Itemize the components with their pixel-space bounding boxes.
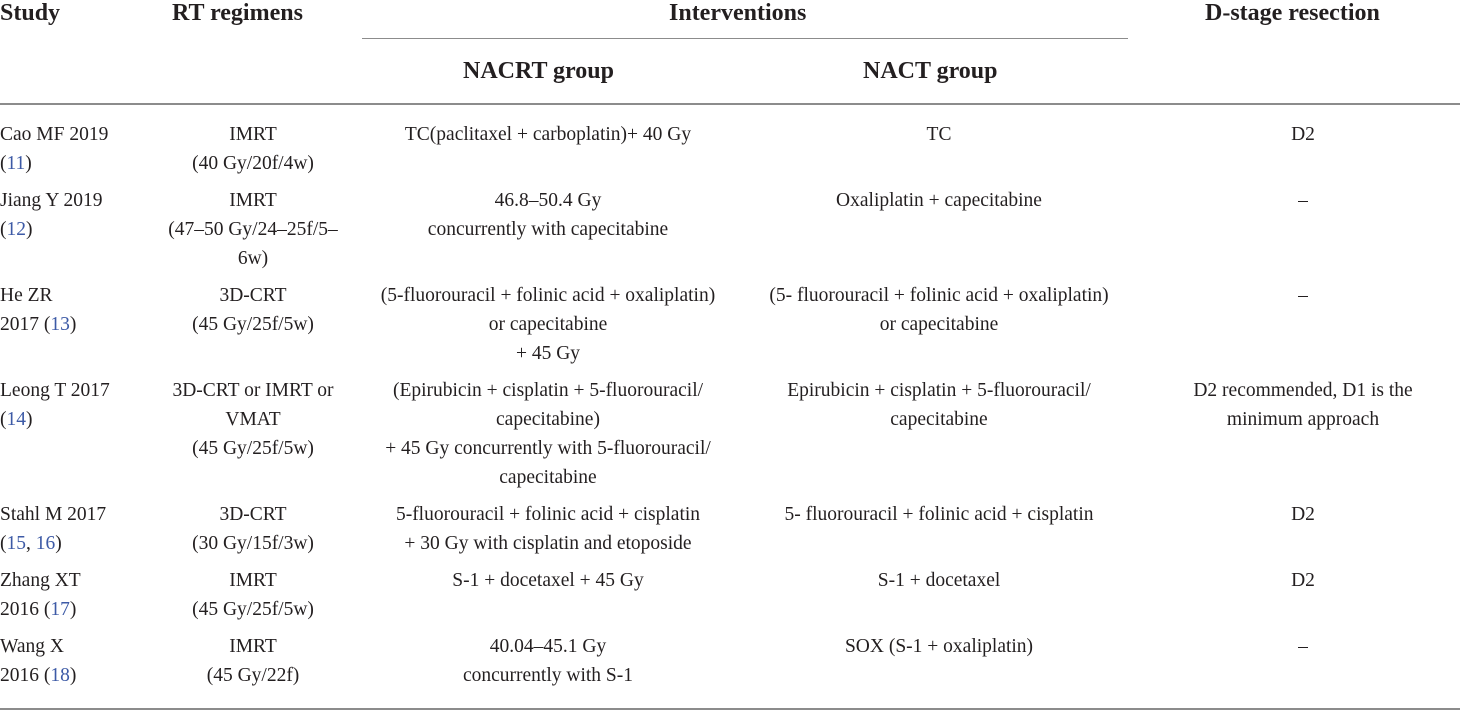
reference-link[interactable]: 11 bbox=[6, 153, 26, 174]
reference-link[interactable]: 14 bbox=[6, 409, 26, 430]
rt-regimen-cell-line: (47–50 Gy/24–25f/5– bbox=[168, 219, 338, 240]
rt-regimen-cell-line: 3D-CRT bbox=[219, 285, 287, 306]
header-nact-group: NACT group bbox=[863, 58, 998, 84]
d-stage-cell bbox=[1193, 376, 1412, 434]
study-line bbox=[0, 405, 110, 434]
nacrt-cell bbox=[428, 186, 668, 244]
d-stage-cell bbox=[1298, 281, 1308, 310]
study-line bbox=[0, 500, 106, 529]
d-stage-cell bbox=[1291, 566, 1315, 595]
study-line bbox=[0, 529, 106, 558]
nact-cell bbox=[927, 120, 952, 149]
header-interventions: Interventions bbox=[669, 0, 807, 26]
d-stage-cell bbox=[1298, 186, 1308, 215]
study-text: ( bbox=[0, 219, 7, 240]
nacrt-cell-line: TC(paclitaxel + carboplatin)+ 40 Gy bbox=[404, 124, 692, 145]
rt-regimen-cell bbox=[207, 632, 300, 690]
nacrt-cell-line: + 45 Gy concurrently with 5-fluorouracil/ bbox=[385, 438, 711, 459]
study-text: Cao MF 2019 bbox=[0, 124, 109, 145]
reference-link[interactable]: 12 bbox=[6, 219, 26, 240]
nact-cell-line: Epirubicin + cisplatin + 5-fluorouracil/ bbox=[787, 380, 1091, 401]
rt-regimen-cell-line: IMRT bbox=[229, 570, 277, 591]
study-text: 2016 ( bbox=[0, 599, 51, 620]
reference-link[interactable]: 18 bbox=[50, 665, 70, 686]
nacrt-cell bbox=[405, 120, 691, 149]
d-stage-cell-line: minimum approach bbox=[1226, 409, 1380, 430]
table-bottom-rule bbox=[0, 708, 1460, 710]
study-line bbox=[0, 120, 108, 149]
header-d-stage-resection: D-stage resection bbox=[1205, 0, 1380, 26]
d-stage-cell-line: – bbox=[1298, 285, 1308, 306]
rt-regimen-cell bbox=[192, 566, 314, 624]
nacrt-cell-line: 46.8–50.4 Gy bbox=[494, 190, 602, 211]
nacrt-cell-line: (5-fluorouracil + folinic acid + oxaliplatin) bbox=[380, 285, 716, 306]
nact-cell-line: (5- fluorouracil + folinic acid + oxaliplatin) bbox=[769, 285, 1109, 306]
study-text: ( bbox=[0, 153, 7, 174]
rt-regimen-cell bbox=[168, 186, 338, 273]
study-cell bbox=[0, 120, 108, 178]
study-text: 2017 ( bbox=[0, 314, 51, 335]
study-text: Zhang XT bbox=[0, 570, 81, 591]
reference-link[interactable]: 15 bbox=[6, 533, 26, 554]
nact-cell bbox=[769, 281, 1108, 339]
nact-cell bbox=[787, 376, 1091, 434]
nacrt-cell-line: concurrently with capecitabine bbox=[427, 219, 669, 240]
rt-regimen-cell bbox=[192, 281, 314, 339]
nact-cell-line: or capecitabine bbox=[879, 314, 999, 335]
d-stage-cell bbox=[1291, 120, 1315, 149]
nacrt-cell bbox=[452, 566, 644, 595]
study-line bbox=[0, 566, 81, 595]
study-text: ) bbox=[25, 153, 32, 174]
nact-cell bbox=[785, 500, 1094, 529]
study-cell bbox=[0, 186, 103, 244]
header-study: Study bbox=[0, 0, 61, 26]
nacrt-cell bbox=[396, 500, 700, 558]
nacrt-cell-line: + 30 Gy with cisplatin and etoposide bbox=[404, 533, 692, 554]
nact-cell-line: S-1 + docetaxel bbox=[877, 570, 1001, 591]
study-line bbox=[0, 632, 76, 661]
rt-regimen-cell-line: IMRT bbox=[229, 124, 277, 145]
rt-regimen-cell-line: (45 Gy/22f) bbox=[206, 665, 300, 686]
interventions-spanner-rule bbox=[362, 38, 1128, 39]
rt-regimen-cell-line: IMRT bbox=[229, 190, 277, 211]
study-text: He ZR bbox=[0, 285, 53, 306]
d-stage-cell-line: D2 recommended, D1 is the bbox=[1193, 380, 1413, 401]
nact-cell-line: SOX (S-1 + oxaliplatin) bbox=[844, 636, 1034, 657]
study-line bbox=[0, 595, 81, 624]
study-cell bbox=[0, 566, 81, 624]
nacrt-cell-line: + 45 Gy bbox=[515, 343, 581, 364]
d-stage-cell-line: D2 bbox=[1291, 124, 1315, 145]
reference-link[interactable]: 17 bbox=[50, 599, 70, 620]
nact-cell bbox=[878, 566, 1001, 595]
study-line bbox=[0, 310, 76, 339]
rt-regimen-cell-line: VMAT bbox=[225, 409, 281, 430]
nacrt-cell-line: capecitabine) bbox=[496, 409, 600, 430]
study-text: Wang X bbox=[0, 636, 64, 657]
d-stage-cell-line: D2 bbox=[1291, 504, 1315, 525]
study-line bbox=[0, 661, 76, 690]
study-text: ( bbox=[0, 409, 7, 430]
nacrt-cell-line: 5-fluorouracil + folinic acid + cisplatin bbox=[395, 504, 701, 525]
d-stage-cell-line: – bbox=[1298, 190, 1308, 211]
study-cell bbox=[0, 632, 76, 690]
rt-regimen-cell bbox=[192, 120, 314, 178]
rt-regimen-cell bbox=[192, 500, 314, 558]
header-nacrt-group: NACRT group bbox=[463, 58, 614, 84]
rt-regimen-cell-line: (45 Gy/25f/5w) bbox=[192, 438, 314, 459]
nacrt-cell-line: (Epirubicin + cisplatin + 5-fluorouracil/ bbox=[392, 380, 704, 401]
nacrt-cell bbox=[385, 376, 711, 492]
study-text: Stahl M 2017 bbox=[0, 504, 107, 525]
study-text: ( bbox=[0, 533, 7, 554]
nact-cell-line: TC bbox=[926, 124, 952, 145]
study-text: ) bbox=[69, 599, 77, 620]
nacrt-cell-line: or capecitabine bbox=[488, 314, 608, 335]
rt-regimen-cell bbox=[172, 376, 333, 463]
rt-regimen-cell-line: (45 Gy/25f/5w) bbox=[192, 599, 314, 620]
d-stage-cell-line: – bbox=[1298, 636, 1308, 657]
rt-regimen-cell-line: 6w) bbox=[237, 248, 269, 269]
d-stage-cell-line: D2 bbox=[1291, 570, 1315, 591]
study-cell bbox=[0, 500, 106, 558]
study-text: Jiang Y 2019 bbox=[0, 190, 103, 211]
nact-cell-line: 5- fluorouracil + folinic acid + cisplatin bbox=[784, 504, 1094, 525]
d-stage-cell bbox=[1291, 500, 1315, 529]
study-line bbox=[0, 376, 110, 405]
rt-regimen-cell-line: (40 Gy/20f/4w) bbox=[192, 153, 314, 174]
study-cell bbox=[0, 376, 110, 434]
study-text: ) bbox=[26, 409, 33, 430]
header-rt-regimens: RT regimens bbox=[172, 0, 303, 26]
study-text: 2016 ( bbox=[0, 665, 51, 686]
nacrt-cell-line: concurrently with S-1 bbox=[462, 665, 634, 686]
rt-regimen-cell-line: 3D-CRT bbox=[219, 504, 287, 525]
nacrt-cell bbox=[381, 281, 715, 368]
study-cell bbox=[0, 281, 76, 339]
rt-regimen-cell-line: IMRT bbox=[229, 636, 277, 657]
nact-cell bbox=[836, 186, 1042, 215]
study-text: ) bbox=[69, 665, 77, 686]
study-text: , bbox=[26, 533, 36, 554]
rt-regimen-cell-line: (30 Gy/15f/3w) bbox=[192, 533, 314, 554]
nacrt-cell-line: S-1 + docetaxel + 45 Gy bbox=[452, 570, 644, 591]
nacrt-cell-line: 40.04–45.1 Gy bbox=[489, 636, 607, 657]
nact-cell bbox=[845, 632, 1033, 661]
reference-link[interactable]: 16 bbox=[35, 533, 56, 554]
study-line bbox=[0, 186, 103, 215]
study-text: Leong T 2017 bbox=[0, 380, 110, 401]
study-text: ) bbox=[55, 533, 62, 554]
nacrt-cell bbox=[463, 632, 633, 690]
study-line bbox=[0, 149, 108, 178]
study-text: ) bbox=[26, 219, 33, 240]
nact-cell-line: capecitabine bbox=[890, 409, 988, 430]
reference-link[interactable]: 13 bbox=[50, 314, 70, 335]
rt-regimen-cell-line: (45 Gy/25f/5w) bbox=[192, 314, 314, 335]
study-line bbox=[0, 215, 103, 244]
study-text: ) bbox=[69, 314, 77, 335]
nact-cell-line: Oxaliplatin + capecitabine bbox=[836, 190, 1042, 211]
rt-regimen-cell-line: 3D-CRT or IMRT or bbox=[172, 380, 334, 401]
header-bottom-rule bbox=[0, 103, 1460, 105]
nacrt-cell-line: capecitabine bbox=[499, 467, 597, 488]
study-line bbox=[0, 281, 76, 310]
d-stage-cell bbox=[1298, 632, 1308, 661]
